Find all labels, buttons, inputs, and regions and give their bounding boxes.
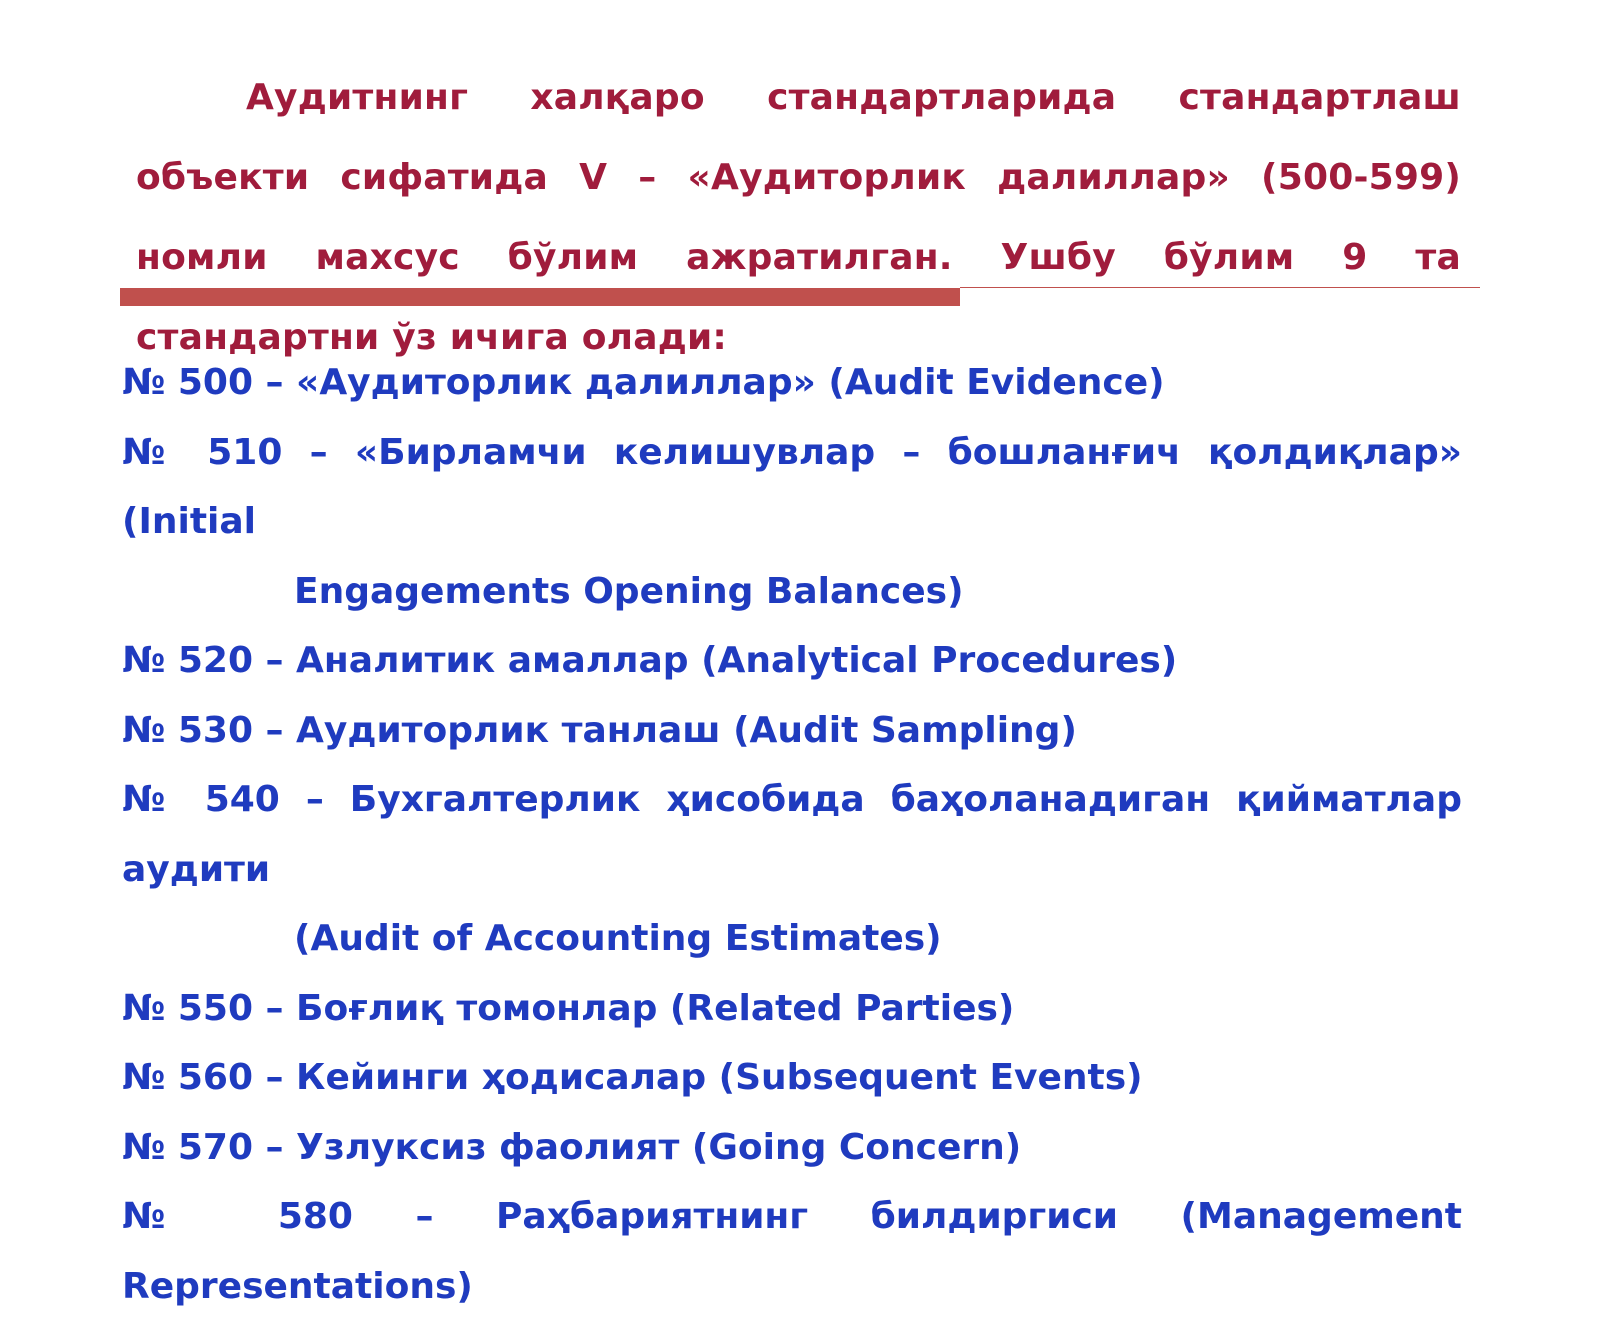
standards-list — [122, 348, 1462, 1321]
heading-underline-thick — [120, 288, 960, 306]
standard-520: № 520 – Аналитик амаллар (Analytical Procedures) — [122, 640, 1178, 681]
list-item — [122, 765, 1462, 974]
standard-500: № 500 – «Аудиторлик далиллар» (Audit Evidence) — [122, 362, 1165, 403]
list-item — [122, 974, 1462, 1044]
heading-underline-thin — [960, 287, 1480, 288]
standard-560: № 560 – Кейинги ҳодисалар (Subsequent Events) — [122, 1057, 1143, 1098]
list-item — [122, 626, 1462, 696]
list-item — [122, 696, 1462, 766]
list-item — [122, 1182, 1462, 1321]
standard-580: № 580 – Раҳбариятнинг билдиргиси (Management Representations) — [122, 1196, 1462, 1307]
standard-540-continuation: (Audit of Accounting Estimates) — [294, 918, 942, 959]
list-item — [122, 418, 1462, 627]
standard-510: № 510 – «Бирламчи келишувлар – бошланғич қолдиқлар» (Initial — [122, 431, 1462, 542]
list-item — [122, 1043, 1462, 1113]
standard-530: № 530 – Аудиторлик танлаш (Audit Sampling) — [122, 709, 1077, 751]
slide-heading: Аудитнинг халқаро стандартларида стандартлаш объекти сифатида V – «Аудиторлик далиллар» (500-599) номли махсус бўлим ажратилган. Ушбу бўлим 9 та стандартни ўз ичига олади: — [136, 77, 1461, 358]
standard-540: № 540 – Бухгалтерлик ҳисобида баҳоланадиган қийматлар аудити — [122, 779, 1462, 890]
standard-550: № 550 – Боғлиқ томонлар (Related Parties) — [122, 987, 1015, 1029]
list-item — [122, 1113, 1462, 1183]
standard-570: № 570 – Узлуксиз фаолият (Going Concern) — [122, 1126, 1022, 1168]
list-item — [122, 348, 1462, 418]
standard-510-continuation: Engagements Opening Balances) — [294, 570, 964, 612]
